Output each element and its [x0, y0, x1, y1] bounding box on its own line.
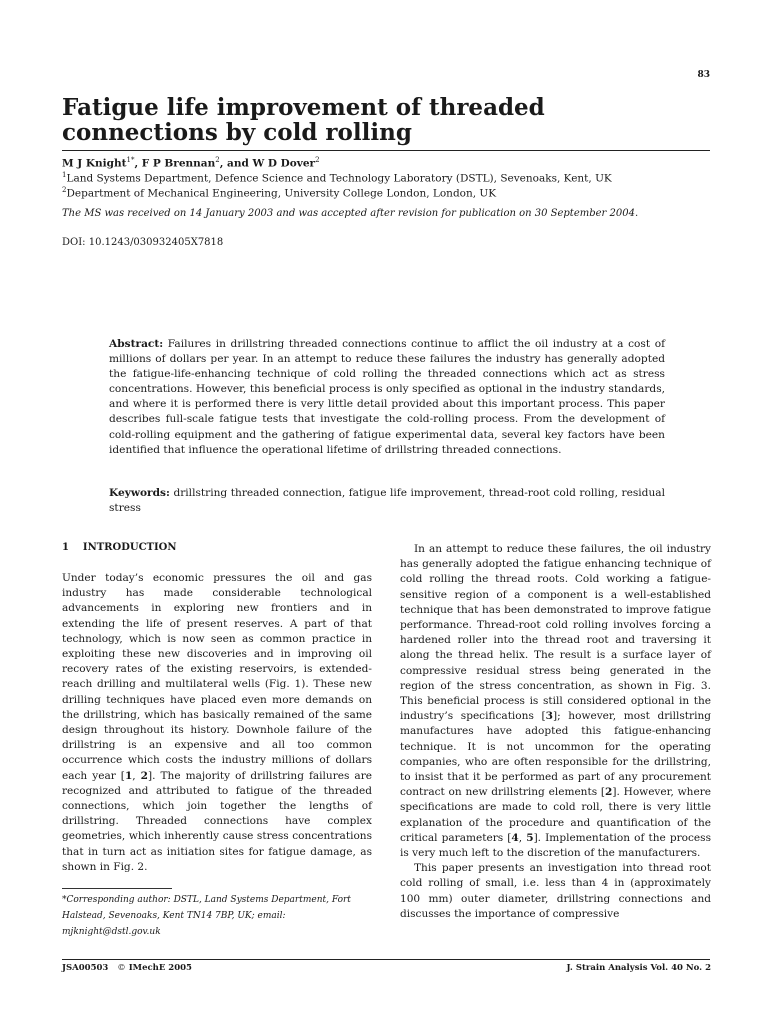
body-text: ]; however, most drillstring manufactures have adopted this fatigue-enhancing technique. It is not uncommon for the operating companies, who are often responsible for the drillstring, to insist that it be performed as part of any procurement contract on new drillstring elements [ [400, 710, 711, 799]
affiliation-marker: 2 [62, 186, 67, 194]
reference-number: 2 [140, 769, 149, 782]
body-text: , [132, 769, 141, 782]
section-heading [62, 542, 382, 553]
body-column-right [400, 542, 711, 922]
author-separator: , and [219, 157, 253, 170]
affiliation-2 [62, 183, 710, 201]
body-text: , [518, 831, 527, 844]
footer-divider [62, 959, 710, 960]
copyright-symbol: © [117, 963, 126, 973]
section-title: INTRODUCTION [82, 542, 177, 553]
body-text: This paper presents an investigation into thread root cold rolling of small, i.e. less than 4 in (approximately 100 mm) outer diameter, drillstring connections and discusses the importance of compressive [400, 862, 711, 920]
author-name: W D Dover [252, 157, 316, 170]
abstract [109, 337, 665, 458]
reference-number: 4 [511, 831, 519, 844]
page-number: 83 [697, 70, 710, 80]
author-separator: , [134, 157, 142, 170]
reference-number: 5 [526, 831, 534, 844]
author-name: F P Brennan [141, 157, 216, 170]
reference-number: 3 [545, 710, 553, 723]
footer-left [62, 963, 362, 973]
body-text: ]. The majority of drillstring failures are recognized and attributed to fatigue of the threaded connections, which join together the lengths of drillstring. Threaded connections have complex geometries, which inherently cause stress concentrations that in turn act as initiation sites for fatigue damage, as shown in Fig. 2. [62, 769, 372, 873]
body-text: In an attempt to reduce these failures, the oil industry has generally adopted the fatigue enhancing technique of cold rolling the thread roots. Cold working a fatigue-sensitive region of a component is a well-established technique that has been demonstrated to improve fatigue performance. Thread-root cold rolling involves forcing a hardened roller into the thread root and traversing it along the thread helix. The result is a surface layer of compressive residual stress being generated in the region of the stress concentration, as shown in Fig. 3. This beneficial process is still considered optional in the industry’s specifications [ [400, 543, 711, 723]
abstract-label: Abstract: [109, 338, 164, 350]
paper-title: Fatigue life improvement of threaded connections by cold rolling [62, 94, 545, 146]
title-divider [62, 150, 710, 151]
keywords [109, 486, 665, 516]
abstract-text: Failures in drillstring threaded connections continue to afflict the oil industry at a cost of millions of dollars per year. In an attempt to reduce these failures the industry has generally adopted the fatigue-life-enhancing technique of cold rolling the threaded connections which act as stress concentrations. However, this beneficial process is only specified as optional in the industry standards, and where it is performed there is very little detail provided about this important process. This paper describes full-scale fatigue tests that investigate the cold-rolling process. From the development of cold-rolling equipment and the gathering of fatigue experimental data, several key factors have been identified that influence the operational lifetime of drillstring threaded connections. [109, 338, 665, 456]
author-marker: 2 [315, 156, 320, 164]
section-number: 1 [62, 542, 69, 553]
keywords-text: drillstring threaded connection, fatigue life improvement, thread-root cold rolling, residual stress [109, 487, 665, 514]
reference-number: 1 [124, 769, 133, 782]
footnote-divider [62, 888, 172, 889]
body-column-left [62, 571, 372, 875]
body-text: ]. However, where specifications are made to cold roll, there is very little explanation of the procedure and quantification of the critical parameters [ [400, 786, 711, 844]
keywords-label: Keywords: [109, 487, 170, 499]
author-marker: 2 [215, 156, 220, 164]
affiliation-text: Department of Mechanical Engineering, University College London, London, UK [66, 187, 497, 200]
footer-publisher: IMechE 2005 [128, 963, 192, 973]
footer-journal: J. Strain Analysis Vol. 40 No. 2 [566, 963, 711, 973]
body-paragraph [400, 861, 711, 922]
body-paragraph [400, 542, 711, 861]
body-text: ]. Implementation of the process is very much left to the discretion of the manufacturers. [400, 831, 711, 860]
doi: DOI: 10.1243/030932405X7818 [62, 237, 224, 248]
author-name: M J Knight [62, 157, 127, 170]
affiliation-marker: 1 [62, 171, 67, 179]
footer-code: JSA00503 [62, 963, 109, 973]
body-text: Under today’s economic pressures the oil and gas industry has made considerable technological advancements in exploring new frontiers and in extending the life of present reserves. A part of that technology, which is now seen as common practice in exploiting these new discoveries and in improving oil recovery rates of the existing reservoirs, is extended-reach drilling and multilateral wells (Fig. 1). These new drilling techniques have placed even more demands on the drillstring, which has basically remained of the same design throughout its history. Downhole failure of the drillstring is an expensive and all too common occurrence which costs the industry millions of dollars each year [ [62, 572, 372, 782]
footnote: *Corresponding author: DSTL, Land Systems Department, Fort Halstead, Sevenoaks, Kent TN14 7BP, UK; email: mjknight@dstl.gov.uk [62, 895, 351, 937]
author-marker: 1* [126, 156, 135, 164]
affiliation-text: Land Systems Department, Defence Science and Technology Laboratory (DSTL), Sevenoaks, Kent, UK [66, 172, 612, 185]
reference-number: 2 [605, 786, 613, 799]
received-note: The MS was received on 14 January 2003 and was accepted after revision for publication on 30 September 2004. [62, 208, 639, 219]
